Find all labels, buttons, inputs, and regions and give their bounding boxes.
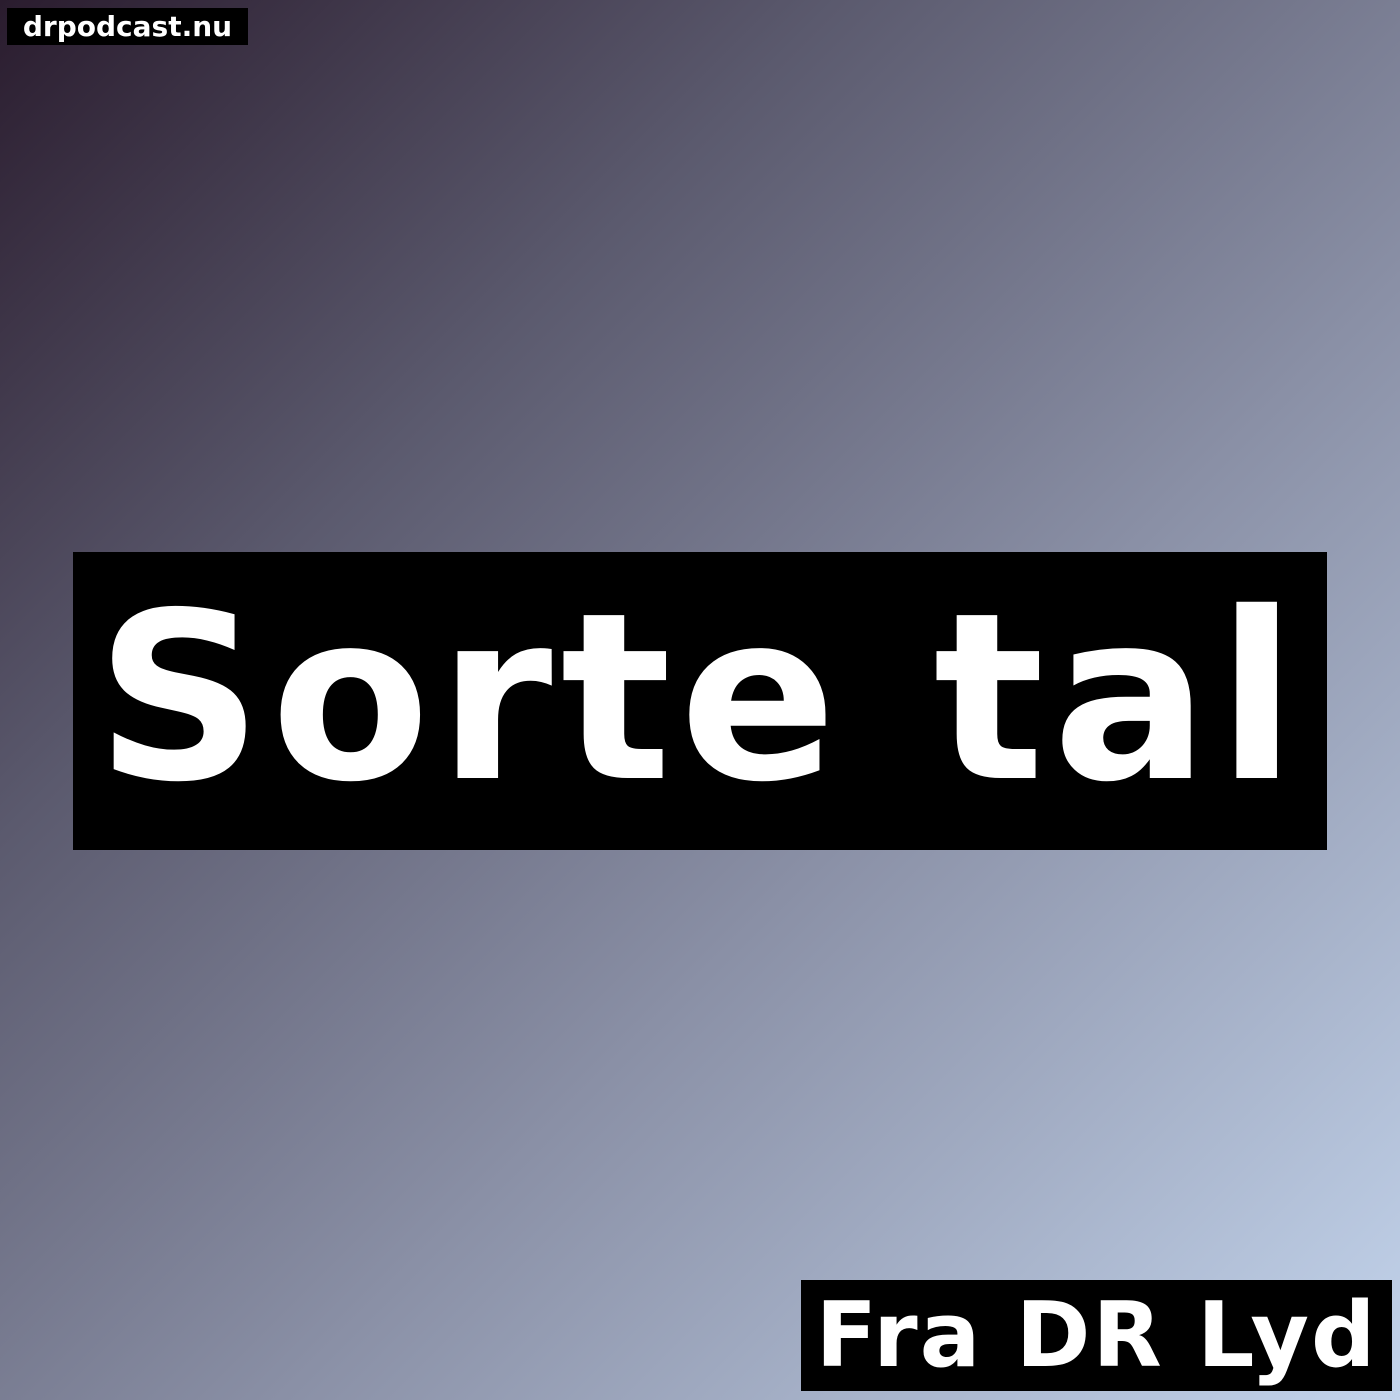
podcast-title: Sorte tal [95,563,1305,833]
source-label: Fra DR Lyd [801,1280,1392,1391]
title-banner [73,552,1327,850]
site-label: drpodcast.nu [7,8,248,45]
